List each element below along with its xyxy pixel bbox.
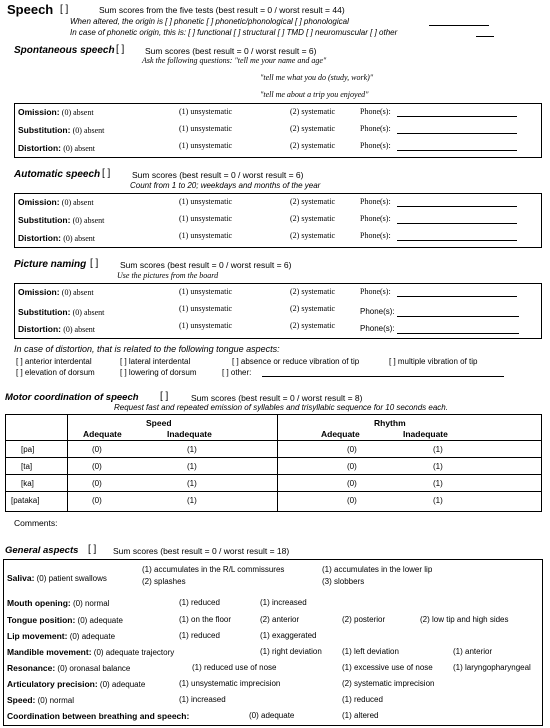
motor-table [5, 414, 542, 512]
lip-option[interactable]: (1) reduced [179, 631, 220, 640]
speech-score-bracket[interactable]: [ ] [60, 4, 69, 15]
distortion-row: Distortion: (0) absent [18, 324, 95, 334]
motor-cell[interactable]: (0) [347, 462, 357, 471]
substitution-row: Substitution: (0) absent [18, 307, 105, 317]
omission-row: Omission: (0) absent [18, 287, 94, 297]
speech-origin-line: When altered, the origin is [ ] phonetic [ ] phonetic/phonological [ ] phonological [70, 17, 349, 26]
motor-cell[interactable]: (0) [347, 479, 357, 488]
saliva-option[interactable]: (2) splashes [142, 577, 186, 586]
spontaneous-errors-box [14, 103, 542, 158]
motor-cell[interactable]: (0) [92, 496, 102, 505]
motor-row-label: [ta] [21, 462, 33, 471]
option-systematic[interactable]: (2) systematic [290, 107, 336, 116]
option-systematic[interactable]: (2) systematic [290, 141, 336, 150]
speed-option[interactable]: (1) increased [179, 695, 226, 704]
general-sum-text: Sum scores (best result = 0 / worst result = 18) [113, 546, 290, 556]
motor-cell[interactable]: (1) [187, 479, 197, 488]
option-unsystematic[interactable]: (1) unsystematic [179, 231, 233, 240]
spontaneous-question-1: Ask the following questions: "tell me your name and age" [142, 56, 327, 65]
phones-label: Phone(s): [360, 197, 391, 206]
option-systematic[interactable]: (2) systematic [290, 231, 336, 240]
rhythm-inadequate-header: Inadequate [403, 429, 448, 439]
option-systematic[interactable]: (2) systematic [290, 321, 336, 330]
spontaneous-score-bracket[interactable]: [ ] [116, 44, 125, 55]
mandible-option[interactable]: (1) left deviation [342, 647, 399, 656]
phones-label: Phone(s): [360, 124, 391, 133]
motor-cell[interactable]: (0) [347, 445, 357, 454]
lip-option[interactable]: (1) exaggerated [260, 631, 317, 640]
option-unsystematic[interactable]: (1) unsystematic [179, 287, 233, 296]
picture-title: Picture naming [14, 259, 87, 270]
option-systematic[interactable]: (2) systematic [290, 214, 336, 223]
mouth-option[interactable]: (1) reduced [179, 598, 220, 607]
picture-score-bracket[interactable]: [ ] [90, 258, 99, 269]
substitution-row: Substitution: (0) absent [18, 125, 105, 135]
resonance-option[interactable]: (1) reduced use of nose [192, 663, 277, 672]
picture-sum-text: Sum scores (best result = 0 / worst result = 6) [120, 260, 292, 270]
picture-instructions: Use the pictures from the board [117, 271, 219, 280]
coordination-option[interactable]: (0) adequate [249, 711, 295, 720]
mouth-opening-row: Mouth opening: (0) normal [7, 598, 110, 608]
speed-option[interactable]: (1) reduced [342, 695, 383, 704]
tongue-other-line[interactable] [262, 376, 504, 377]
motor-cell[interactable]: (1) [433, 496, 443, 505]
motor-row-label: [pataka] [11, 496, 40, 505]
motor-cell[interactable]: (1) [187, 496, 197, 505]
phones-label: Phone(s): [360, 107, 391, 116]
option-unsystematic[interactable]: (1) unsystematic [179, 124, 233, 133]
mandible-option[interactable]: (1) anterior [453, 647, 493, 656]
distortion-row: Distortion: (0) absent [18, 143, 95, 153]
speech-phonetic-line: In case of phonetic origin, this is: [ ] functional [ ] structural [ ] TMD [ ] neuromuscular [ ] other [70, 28, 398, 37]
spontaneous-question-2: "tell me what you do (study, work)" [260, 73, 374, 82]
coordination-label: Coordination between breathing and speech: [7, 711, 190, 721]
tongue-option[interactable]: (1) on the floor [179, 615, 232, 624]
phones-line[interactable] [397, 240, 517, 241]
tongue-option-anterior-interdental[interactable]: [ ] anterior interdental [16, 357, 92, 366]
rhythm-adequate-header: Adequate [321, 429, 360, 439]
motor-instructions: Request fast and repeated emission of syllables and trisyllabic sequence for 10 seconds each. [114, 403, 448, 412]
option-unsystematic[interactable]: (1) unsystematic [179, 107, 233, 116]
spontaneous-sum-text: Sum scores (best result = 0 / worst result = 6) [145, 46, 317, 56]
phones-line[interactable] [397, 296, 517, 297]
tongue-option[interactable]: (2) low tip and high sides [420, 615, 509, 624]
motor-cell[interactable]: (1) [433, 445, 443, 454]
option-unsystematic[interactable]: (1) unsystematic [179, 214, 233, 223]
substitution-row: Substitution: (0) absent [18, 215, 105, 225]
mouth-option[interactable]: (1) increased [260, 598, 307, 607]
origin-blank [429, 25, 489, 26]
coordination-option[interactable]: (1) altered [342, 711, 379, 720]
speed-header: Speed [146, 418, 172, 428]
mandible-option[interactable]: (1) right deviation [260, 647, 322, 656]
other-blank [476, 36, 494, 37]
motor-cell[interactable]: (0) [347, 496, 357, 505]
speed-inadequate-header: Inadequate [167, 429, 212, 439]
phones-label: Phone(s): [360, 287, 391, 296]
motor-score-bracket[interactable]: [ ] [160, 391, 169, 402]
automatic-sum-text: Sum scores (best result = 0 / worst result = 6) [132, 170, 304, 180]
phones-line[interactable] [397, 150, 517, 151]
option-systematic[interactable]: (2) systematic [290, 287, 336, 296]
automatic-instructions: Count from 1 to 20; weekdays and months of the year [130, 181, 321, 190]
automatic-score-bracket[interactable]: [ ] [102, 168, 111, 179]
phones-line[interactable] [397, 333, 519, 334]
phones-label: Phone(s): [360, 231, 391, 240]
general-box [3, 559, 543, 726]
motor-sum-text: Sum scores (best result = 0 / worst result = 8) [191, 393, 363, 403]
phones-label: Phone(s): [360, 214, 391, 223]
general-title: General aspects [5, 545, 79, 556]
motor-title: Motor coordination of speech [5, 392, 139, 403]
tongue-option-multiple-vibration[interactable]: [ ] multiple vibration of tip [389, 357, 478, 366]
motor-cell[interactable]: (1) [187, 462, 197, 471]
lip-movement-row: Lip movement: (0) adequate [7, 631, 116, 641]
phones-line[interactable] [397, 116, 517, 117]
omission-row: Omission: (0) absent [18, 197, 94, 207]
tongue-option[interactable]: (2) anterior [260, 615, 300, 624]
option-unsystematic[interactable]: (1) unsystematic [179, 197, 233, 206]
motor-cell[interactable]: (1) [187, 445, 197, 454]
omission-row: Omission: (0) absent [18, 107, 94, 117]
saliva-row: Saliva: (0) patient swallows [7, 573, 107, 583]
articulatory-option[interactable]: (2) systematic imprecision [342, 679, 435, 688]
speech-sum-text: Sum scores from the five tests (best result = 0 / worst result = 44) [99, 5, 345, 15]
phones-label: Phone(s): [360, 324, 395, 333]
mandible-row: Mandible movement: (0) adequate trajectory [7, 647, 175, 657]
speed-adequate-header: Adequate [83, 429, 122, 439]
phones-label: Phone(s): [360, 141, 391, 150]
spontaneous-question-3: "tell me about a trip you enjoyed" [260, 90, 369, 99]
distortion-row: Distortion: (0) absent [18, 233, 95, 243]
motor-row-label: [pa] [21, 445, 35, 454]
motor-cell[interactable]: (0) [92, 462, 102, 471]
articulatory-option[interactable]: (1) unsystematic imprecision [179, 679, 281, 688]
saliva-option[interactable]: (1) accumulates in the lower lip [322, 565, 433, 574]
resonance-option[interactable]: (1) excessive use of nose [342, 663, 433, 672]
option-unsystematic[interactable]: (1) unsystematic [179, 304, 233, 313]
resonance-option[interactable]: (1) laryngopharyngeal [453, 663, 531, 672]
tongue-option-other[interactable]: [ ] other: [222, 368, 252, 377]
option-systematic[interactable]: (2) systematic [290, 304, 336, 313]
tongue-position-row: Tongue position: (0) adequate [7, 615, 123, 625]
speed-row: Speed: (0) normal [7, 695, 75, 705]
picture-errors-box [14, 283, 542, 339]
tongue-option-reduced-vibration[interactable]: [ ] absence or reduce vibration of tip [232, 357, 360, 366]
tongue-option-elevation-dorsum[interactable]: [ ] elevation of dorsum [16, 368, 95, 377]
rhythm-header: Rhythm [374, 418, 406, 428]
motor-row-label: [ka] [21, 479, 34, 488]
motor-cell[interactable]: (1) [433, 462, 443, 471]
motor-cell[interactable]: (0) [92, 445, 102, 454]
articulatory-row: Articulatory precision: (0) adequate [7, 679, 146, 689]
tongue-option-lowering-dorsum[interactable]: [ ] lowering of dorsum [120, 368, 197, 377]
tongue-option[interactable]: (2) posterior [342, 615, 386, 624]
saliva-option[interactable]: (3) slobbers [322, 577, 365, 586]
option-systematic[interactable]: (2) systematic [290, 124, 336, 133]
general-score-bracket[interactable]: [ ] [88, 544, 97, 555]
tongue-option-lateral-interdental[interactable]: [ ] lateral interdental [120, 357, 191, 366]
resonance-row: Resonance: (0) oronasal balance [7, 663, 131, 673]
phones-line[interactable] [397, 206, 517, 207]
automatic-title: Automatic speech [14, 169, 101, 180]
option-systematic[interactable]: (2) systematic [290, 197, 336, 206]
phones-line[interactable] [397, 133, 517, 134]
option-unsystematic[interactable]: (1) unsystematic [179, 141, 233, 150]
phones-line[interactable] [397, 223, 517, 224]
automatic-errors-box [14, 193, 542, 248]
speech-title: Speech [7, 2, 54, 17]
option-unsystematic[interactable]: (1) unsystematic [179, 321, 233, 330]
phones-line[interactable] [397, 316, 519, 317]
tongue-intro: In case of distortion, that is related to the following tongue aspects: [14, 344, 280, 354]
motor-cell[interactable]: (0) [92, 479, 102, 488]
phones-label: Phone(s): [360, 307, 395, 316]
comments-label: Comments: [14, 518, 58, 528]
saliva-option[interactable]: (1) accumulates in the R/L commissures [142, 565, 285, 574]
motor-cell[interactable]: (1) [433, 479, 443, 488]
spontaneous-title: Spontaneous speech [14, 45, 115, 56]
